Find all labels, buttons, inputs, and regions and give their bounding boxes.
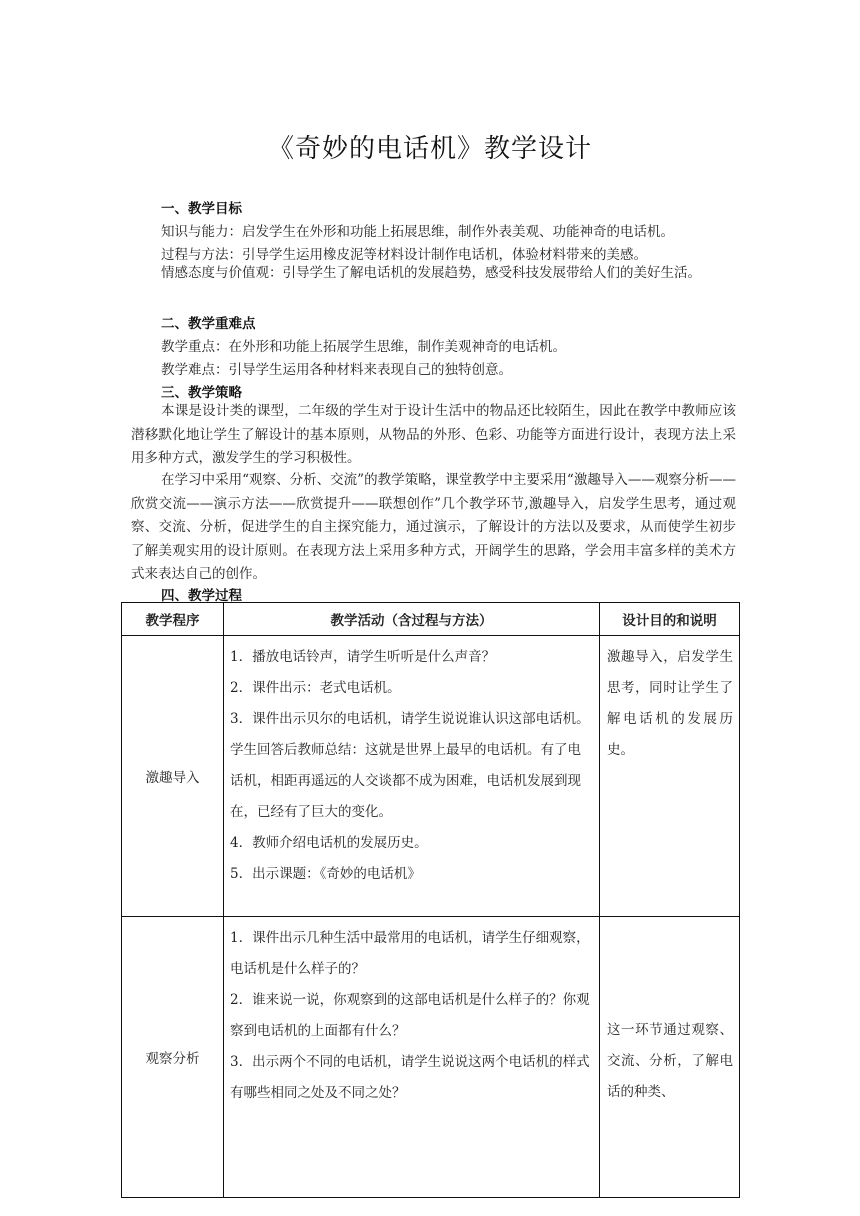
header-activity: 教学活动（含过程与方法）: [224, 603, 600, 636]
table-row: [122, 636, 740, 917]
activity-step: 3．课件出示贝尔的电话机，请学生说说谁认识这部电话机。: [230, 711, 590, 727]
strategy-paragraph-1: 本课是设计类的课型，二年级的学生对于设计生活中的物品还比较陌生，因此在教学中教师应该潜移默化地让学生了解设计的基本原则，从物品的外形、色彩、功能等方面进行设计，表现方法上采用多种方式，激发学生的学习积极性。: [131, 403, 736, 466]
section-heading-strategy: 三、教学策略: [161, 385, 242, 401]
purpose-cell: 这一环节通过观察、交流、分析，了解电话的种类、: [600, 917, 740, 1198]
table-header-row: [122, 603, 740, 636]
activity-step: 1．播放电话铃声，请学生听听是什么声音？: [230, 649, 496, 665]
strategy-paragraph-2: 在学习中采用“观察、分析、交流”的教学策略，课堂教学中主要采用“激趣导入——观察分析——欣赏交流——演示方法——欣赏提升——联想创作”几个教学环节,激趣导入，启发学生思考，通过观察、交流、分析，促进学生的自主探究能力，通过演示，了解设计的方法以及要求，从而使学生初步了解美观实用的设计原则。在表现方法上采用多种方式，开阔学生的思路，学会用丰富多样的美术方式来表达自己的创作。: [131, 472, 736, 582]
document-title: 《奇妙的电话机》教学设计: [267, 134, 592, 164]
header-stage: 教学程序: [122, 603, 224, 636]
objective-process: 过程与方法：引导学生运用橡皮泥等材料设计制作电话机，体验材料带来的美感。: [161, 247, 647, 263]
stage-cell: 观察分析: [122, 917, 224, 1198]
table-row: [122, 917, 740, 1198]
objective-attitude: 情感态度与价值观：引导学生了解电话机的发展趋势，感受科技发展带给人们的美好生活。: [161, 265, 701, 281]
activity-cell: [224, 636, 600, 917]
section-heading-objectives: 一、教学目标: [161, 201, 242, 217]
activity-step: 学生回答后教师总结：这就是世界上最早的电话机。有了电话机，相距再遥远的人交谈都不成为困难，电话机发展到现在，已经有了巨大的变化。: [230, 742, 581, 820]
activity-step: 4．教师介绍电话机的发展历史。: [230, 835, 428, 851]
purpose-cell: 激趣导入，启发学生思考，同时让学生了解电话机的发展历史。: [600, 636, 740, 917]
objective-knowledge: 知识与能力：启发学生在外形和功能上拓展思维，制作外表美观、功能神奇的电话机。: [161, 224, 674, 240]
difficult-point: 教学难点：引导学生运用各种材料来表现自己的独特创意。: [161, 362, 512, 378]
activity-step: 1．课件出示几种生活中最常用的电话机，请学生仔细观察，电话机是什么样子的？: [230, 930, 590, 977]
activity-cell: [224, 917, 600, 1198]
key-point: 教学重点：在外形和功能上拓展学生思维，制作美观神奇的电话机。: [161, 339, 566, 355]
activity-step: 2．谁来说一说，你观察到的这部电话机是什么样子的？你观察到电话机的上面都有什么？: [230, 992, 590, 1039]
teaching-process-table: [121, 602, 740, 1198]
header-purpose: 设计目的和说明: [600, 603, 740, 636]
activity-step: 3．出示两个不同的电话机，请学生说说这两个电话机的样式有哪些相同之处及不同之处？: [230, 1054, 590, 1101]
section-heading-key-points: 二、教学重难点: [161, 316, 256, 332]
stage-cell: 激趣导入: [122, 636, 224, 917]
section-heading-process: 四、教学过程: [161, 588, 242, 604]
activity-step: 2．课件出示：老式电话机。: [230, 680, 401, 696]
activity-step: 5．出示课题：《奇妙的电话机》: [230, 866, 421, 882]
